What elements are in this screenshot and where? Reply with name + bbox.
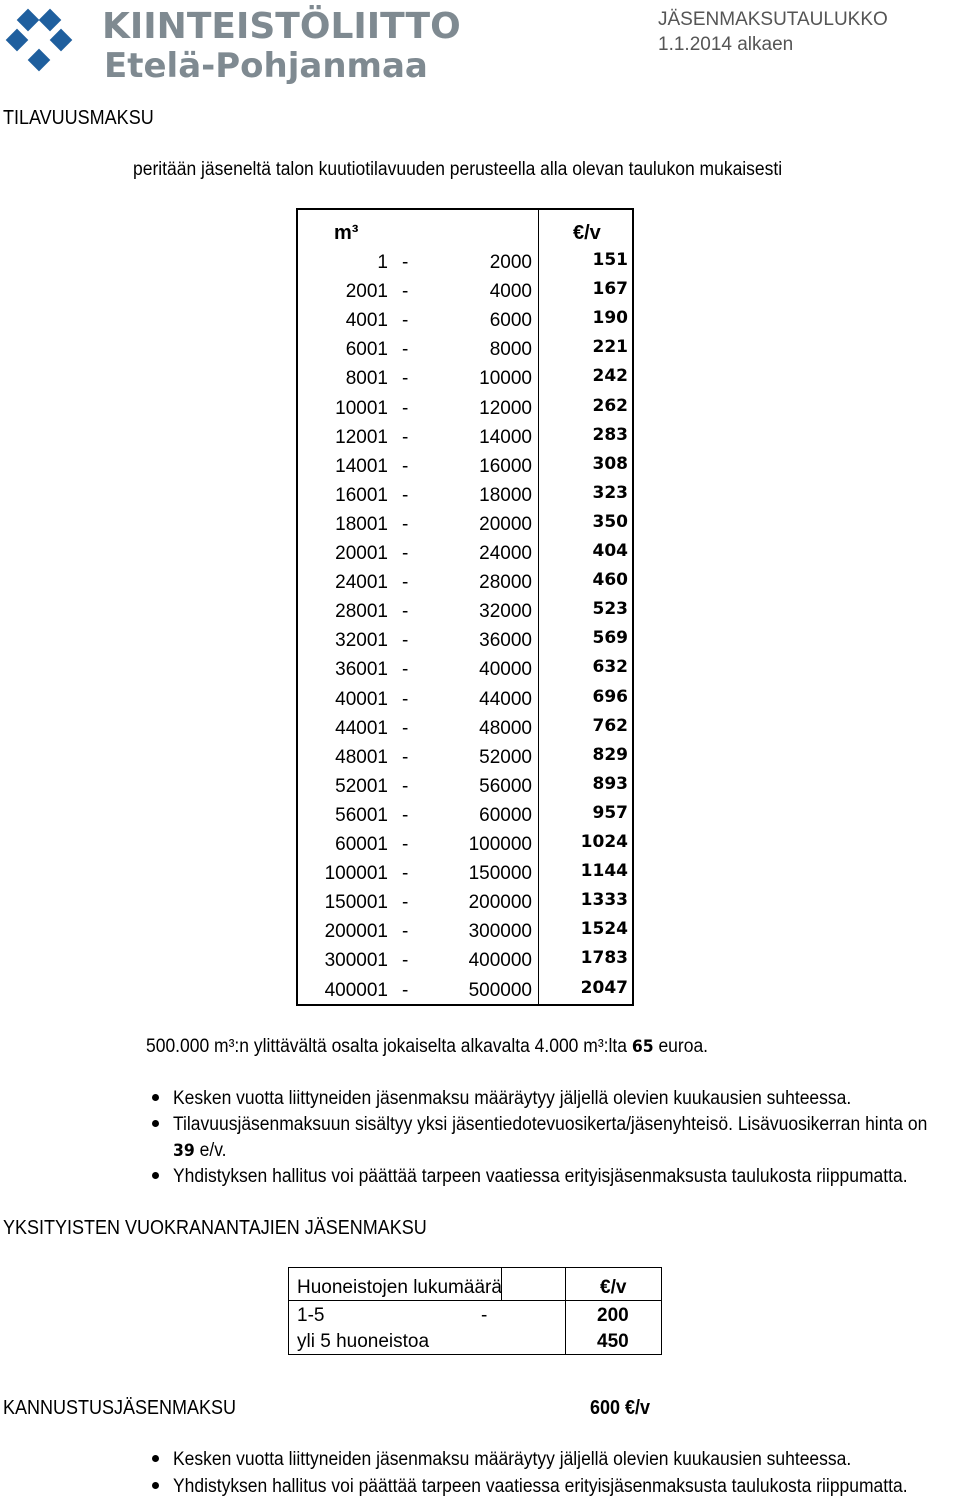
fee-value: 167: [592, 279, 628, 300]
range-to: 8000: [489, 339, 532, 361]
fee-value: 2047: [580, 977, 628, 998]
fee-value: 569: [592, 628, 628, 649]
range-from: 1: [377, 252, 388, 273]
bullet-text: Tilavuusjäsenmaksuun sisältyy yksi jäsentiedotevuosikerta/jäsenyhteisö. Lisävuosikerran hinta on: [173, 1114, 928, 1135]
bullet-icon: [152, 1455, 159, 1462]
document-title: JÄSENMAKSUTAULUKKO: [658, 9, 888, 30]
table-row-label: yli 5 huoneistoa: [297, 1331, 430, 1352]
range-to: 100000: [468, 834, 532, 855]
range-from: 4001: [345, 310, 388, 332]
fee-value: 262: [592, 395, 628, 416]
range-to: 12000: [479, 397, 532, 419]
range-to: 300000: [468, 921, 532, 943]
range-from: 36001: [335, 659, 388, 681]
table-row: [298, 950, 636, 979]
table-row: [298, 921, 636, 950]
column-header-eur: €/v: [600, 1277, 627, 1298]
table-row: [298, 281, 636, 310]
column-header-count: Huoneistojen lukumäärä: [297, 1277, 502, 1298]
fee-value: 221: [592, 337, 628, 358]
range-to: 400000: [468, 950, 532, 972]
fee-value: 1144: [580, 861, 628, 882]
document-date: 1.1.2014 alkaen: [658, 34, 794, 55]
range-from: 12001: [335, 426, 388, 448]
over-limit-unit: euroa.: [658, 1036, 709, 1057]
table-row-fee: 200: [597, 1305, 629, 1326]
table-row: [298, 310, 636, 339]
logo-diamond-icon: [50, 29, 73, 52]
table-row-label: 1-5: [297, 1305, 325, 1326]
fee-value: 350: [592, 511, 628, 532]
table-row-fee: 450: [597, 1331, 629, 1352]
range-to: 32000: [479, 601, 532, 623]
range-to: 500000: [468, 979, 532, 1001]
table-row: [298, 252, 636, 281]
logo-diamond-icon: [39, 9, 62, 32]
table-row: [298, 773, 636, 805]
range-from: 300001: [324, 950, 388, 972]
range-dash: -: [402, 659, 409, 681]
table-row: [298, 744, 636, 776]
bullet-text-continuation: [173, 1140, 227, 1162]
fee-value: 523: [592, 599, 628, 620]
bullet-icon: [152, 1172, 159, 1179]
range-dash: -: [402, 834, 409, 855]
range-to: 16000: [479, 455, 532, 477]
fee-value: 762: [592, 715, 628, 736]
range-from: 14001: [335, 455, 388, 477]
range-dash: -: [402, 397, 409, 419]
range-dash: -: [402, 455, 409, 477]
table-row: [298, 424, 636, 456]
bullet-icon: [152, 1120, 159, 1127]
intro-text: peritään jäseneltä talon kuutiotilavuuden perusteella alla olevan taulukon mukaisesti: [133, 159, 783, 180]
volume-fee-table: [296, 208, 634, 1006]
table-row: [298, 601, 636, 630]
table-row: [298, 686, 636, 718]
range-dash: -: [402, 717, 409, 739]
range-from: 10001: [335, 397, 388, 419]
fee-value: 893: [592, 773, 628, 794]
range-to: 24000: [479, 543, 532, 564]
fee-value: 460: [592, 570, 628, 591]
range-from: 28001: [335, 601, 388, 623]
range-from: 48001: [335, 746, 388, 768]
bullet-icon: [152, 1094, 159, 1101]
fee-value: 151: [592, 250, 628, 270]
brand-name: KIINTEISTÖLIITTO: [102, 6, 461, 47]
table-row: [298, 543, 636, 572]
over-limit-note: [146, 1036, 708, 1058]
range-from: 20001: [335, 543, 388, 564]
fee-value: 1333: [580, 890, 628, 911]
range-from: 6001: [345, 339, 388, 361]
range-dash: -: [402, 513, 409, 535]
bullet-text: Kesken vuotta liittyneiden jäsenmaksu määräytyy jäljellä olevien kuukausien suhteessa.: [173, 1449, 852, 1470]
column-divider: [565, 1268, 566, 1354]
range-to: 14000: [479, 426, 532, 448]
range-dash: -: [402, 281, 409, 303]
range-to: 52000: [479, 746, 532, 768]
table-row: [298, 715, 636, 747]
logo-diamond-icon: [6, 29, 29, 52]
over-limit-amount: 65: [631, 1037, 654, 1057]
table-row: [298, 395, 636, 427]
range-to: 48000: [479, 717, 532, 739]
range-dash: -: [402, 921, 409, 943]
range-from: 16001: [335, 484, 388, 506]
fee-value: 242: [592, 366, 628, 387]
incentive-fee: 600 €/v: [590, 1397, 651, 1419]
range-dash: -: [402, 484, 409, 506]
range-dash: -: [402, 950, 409, 972]
table-row: [298, 511, 636, 543]
range-dash: -: [402, 310, 409, 332]
range-dash: -: [402, 863, 409, 885]
table-row: [298, 659, 636, 688]
range-from: 40001: [335, 688, 388, 710]
range-from: 52001: [335, 775, 388, 797]
logo-diamond-icon: [28, 49, 51, 72]
table-row: [298, 834, 636, 863]
fee-value: 696: [592, 686, 628, 707]
range-from: 56001: [335, 804, 388, 826]
range-to: 36000: [479, 630, 532, 652]
range-dash: -: [402, 426, 409, 448]
range-dash: -: [402, 688, 409, 710]
range-dash: -: [402, 543, 409, 564]
table-row: [298, 802, 636, 834]
range-to: 18000: [479, 484, 532, 506]
range-dash: -: [402, 804, 409, 826]
fee-value: 283: [592, 424, 628, 445]
document-title-block: [658, 7, 888, 57]
range-to: 44000: [479, 688, 532, 710]
table-row: [298, 453, 636, 485]
column-header-m3: m³: [334, 222, 359, 244]
bullet-text: Yhdistyksen hallitus voi päättää tarpeen vaatiessa erityisjäsenmaksusta taulukosta riippumatta.: [173, 1476, 908, 1497]
range-from: 24001: [335, 572, 388, 594]
range-to: 150000: [468, 863, 532, 885]
fee-value: 957: [592, 802, 628, 823]
range-dash: -: [402, 630, 409, 652]
table-row: [298, 482, 636, 514]
over-limit-note-text: 500.000 m³:n ylittävältä osalta jokaiselta alkavalta 4.000 m³:lta: [146, 1036, 627, 1057]
fee-value: 1024: [580, 832, 628, 852]
extra-volume-unit: e/v.: [199, 1140, 227, 1161]
logo-diamond-icon: [17, 9, 40, 32]
range-from: 200001: [324, 921, 388, 943]
range-from: 400001: [324, 979, 388, 1001]
range-to: 28000: [479, 572, 532, 594]
fee-value: 323: [592, 482, 628, 503]
header-rule: [289, 1300, 661, 1301]
range-from: 150001: [324, 892, 388, 914]
range-to: 60000: [479, 804, 532, 826]
range-from: 8001: [345, 368, 388, 390]
range-dash: -: [402, 368, 409, 390]
table-row: [298, 863, 636, 892]
column-header-eur: €/v: [573, 222, 601, 244]
range-from: 100001: [324, 863, 388, 885]
table-row-dash: -: [481, 1305, 488, 1326]
landlord-fee-table: [288, 1267, 662, 1355]
logo: [0, 0, 100, 90]
table-row: [298, 572, 636, 601]
bullet-icon: [152, 1482, 159, 1489]
section-heading-kannustus: KANNUSTUSJÄSENMAKSU: [3, 1397, 237, 1419]
table-row: [298, 630, 636, 659]
range-from: 44001: [335, 717, 388, 739]
range-to: 40000: [479, 659, 532, 681]
range-dash: -: [402, 572, 409, 594]
table-row: [298, 892, 636, 921]
extra-volume-price: 39: [173, 1141, 195, 1161]
range-dash: -: [402, 775, 409, 797]
fee-value: 404: [592, 541, 628, 561]
range-dash: -: [402, 601, 409, 623]
bullet-text: Yhdistyksen hallitus voi päättää tarpeen vaatiessa erityisjäsenmaksusta taulukosta riippumatta.: [173, 1166, 908, 1187]
brand-region: Etelä-Pohjanmaa: [104, 46, 428, 86]
range-from: 2001: [345, 281, 388, 303]
bullet-text: Kesken vuotta liittyneiden jäsenmaksu määräytyy jäljellä olevien kuukausien suhteessa.: [173, 1088, 852, 1109]
section-heading-tilavuusmaksu: TILAVUUSMAKSU: [3, 107, 154, 129]
section-heading-vuokranantajat: YKSITYISTEN VUOKRANANTAJIEN JÄSENMAKSU: [3, 1217, 427, 1239]
fee-value: 1524: [580, 919, 628, 940]
range-from: 60001: [335, 834, 388, 855]
range-to: 4000: [489, 281, 532, 303]
range-from: 32001: [335, 630, 388, 652]
range-dash: -: [402, 892, 409, 914]
range-from: 18001: [335, 513, 388, 535]
table-row: [298, 977, 636, 1009]
range-dash: -: [402, 252, 409, 273]
fee-value: 632: [592, 657, 628, 678]
range-dash: -: [402, 339, 409, 361]
range-dash: -: [402, 746, 409, 768]
table-row: [298, 339, 636, 368]
range-to: 20000: [479, 513, 532, 535]
table-row: [298, 368, 636, 397]
fee-value: 1783: [580, 948, 628, 969]
fee-value: 829: [592, 744, 628, 765]
range-to: 200000: [468, 892, 532, 914]
range-to: 10000: [479, 368, 532, 390]
range-to: 2000: [489, 252, 532, 273]
fee-value: 190: [592, 308, 628, 329]
range-to: 56000: [479, 775, 532, 797]
range-dash: -: [402, 979, 409, 1001]
range-to: 6000: [489, 310, 532, 332]
fee-value: 308: [592, 453, 628, 474]
